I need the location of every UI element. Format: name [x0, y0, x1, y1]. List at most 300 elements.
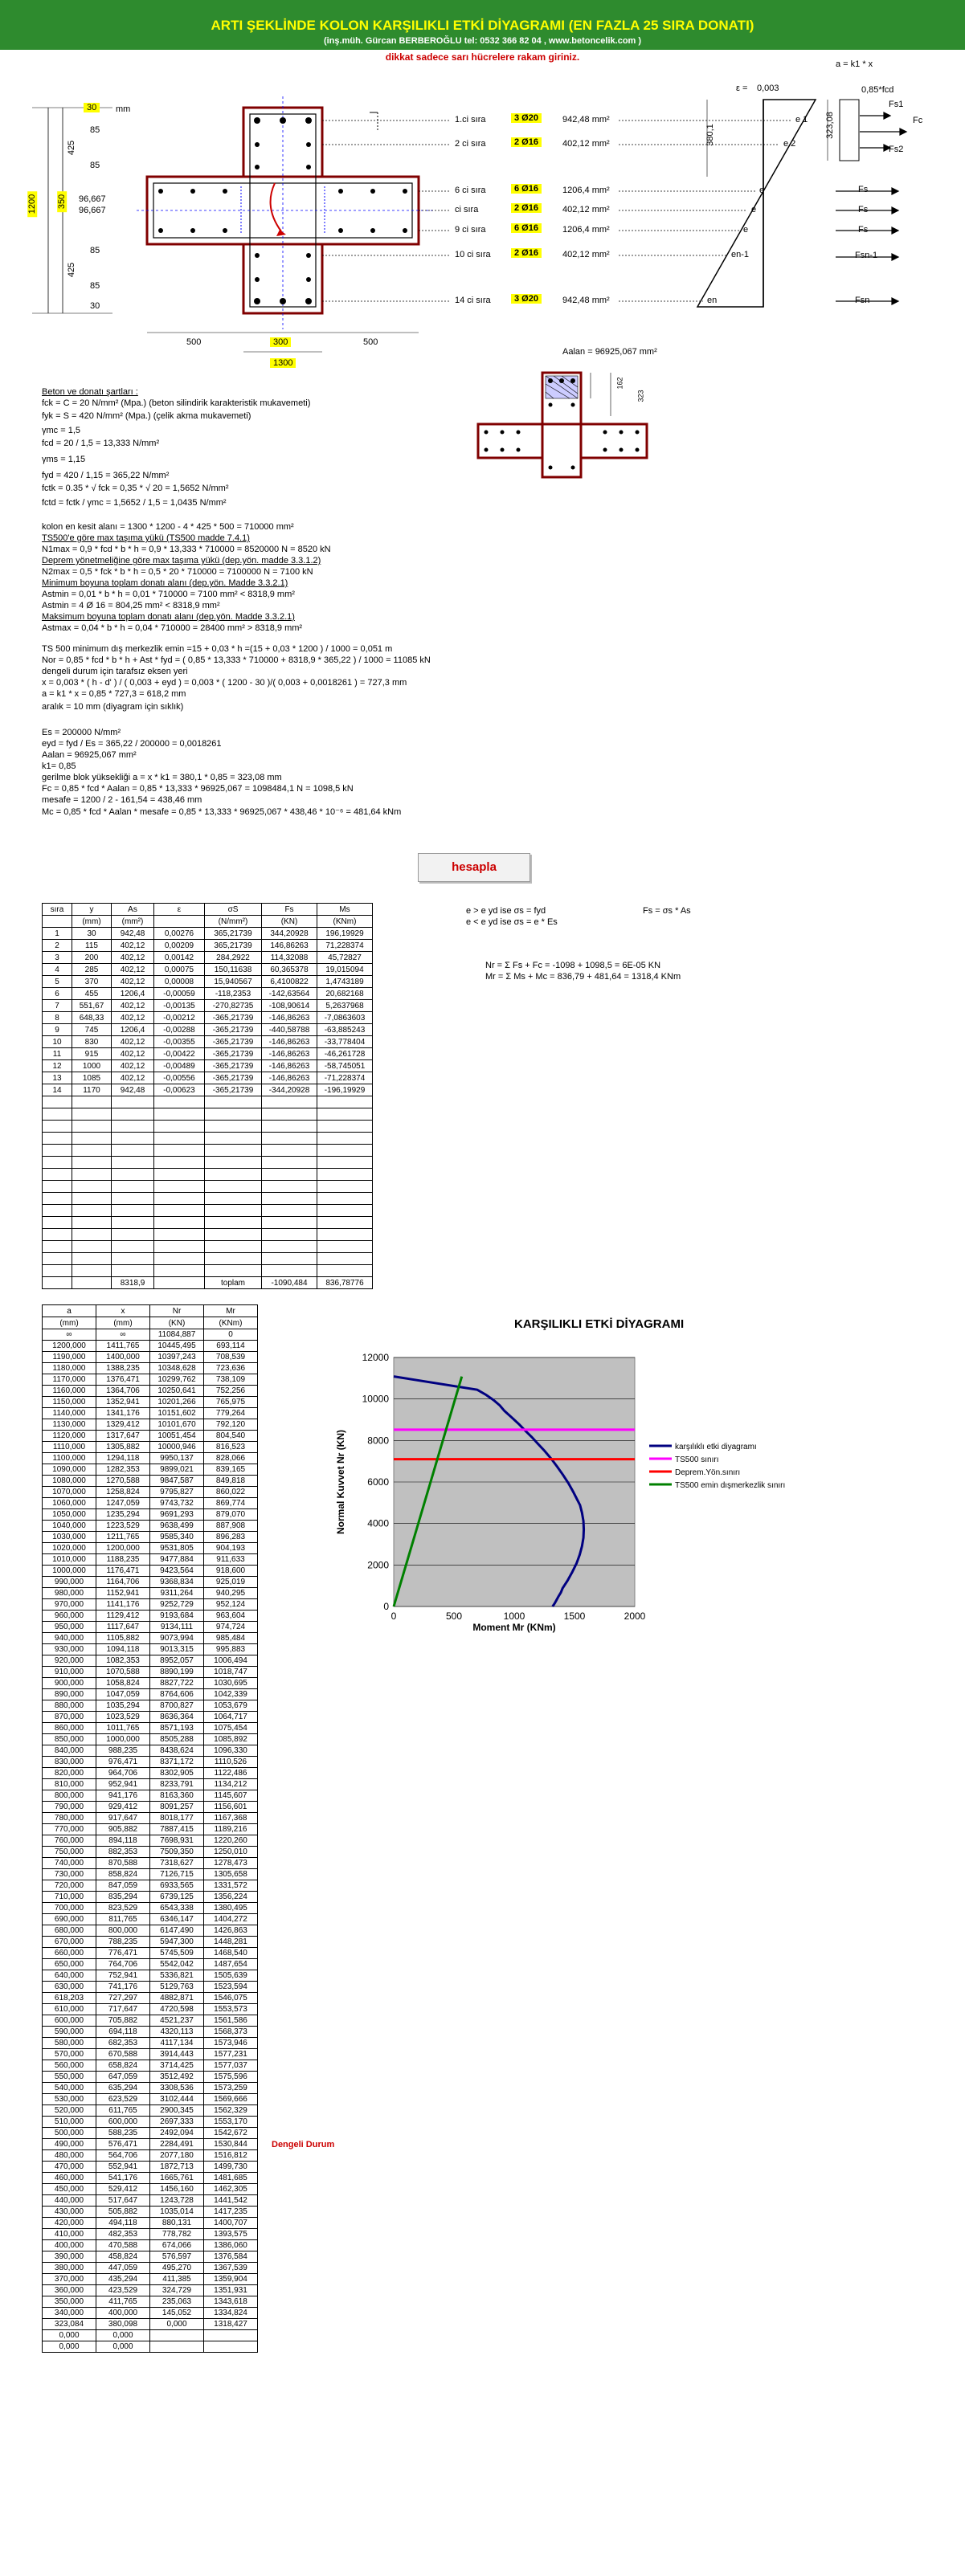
table-cell: 6739,125	[150, 1892, 204, 1903]
material-line[interactable]: γmc = 1,5	[42, 426, 80, 435]
row-name: 1.ci sıra	[455, 115, 486, 125]
table-cell: 4320,113	[150, 2027, 204, 2038]
row-area: 402,12 mm²	[562, 250, 610, 259]
table-cell: 5745,509	[150, 1948, 204, 1959]
table-cell	[204, 2330, 258, 2341]
table-row	[43, 1464, 258, 1476]
strain-label: e 2	[783, 139, 796, 149]
table-cell: 780,000	[43, 1813, 96, 1824]
table-cell: 887,908	[204, 1521, 258, 1532]
table-cell: 570,000	[43, 2049, 96, 2060]
table-cell: 988,235	[96, 1745, 150, 1757]
table-cell: -108,90614	[262, 1000, 317, 1012]
calc-line: a = k1 * x = 0,85 * 727,3 = 618,2 mm	[42, 689, 186, 699]
table-cell	[317, 1253, 373, 1265]
table-cell: 323,084	[43, 2319, 96, 2330]
table-cell	[72, 1096, 112, 1108]
table-cell	[205, 1217, 262, 1229]
dim-label: 96,667	[79, 194, 106, 204]
table-cell: 1575,596	[204, 2072, 258, 2083]
table-cell: 839,165	[204, 1464, 258, 1476]
table-cell: 870,588	[96, 1858, 150, 1869]
row-area: 402,12 mm²	[562, 139, 610, 149]
table-cell: 764,706	[96, 1959, 150, 1970]
table-cell: 344,20928	[262, 928, 317, 940]
calc-line: kolon en kesit alanı = 1300 * 1200 - 4 * 425 * 500 = 710000 mm²	[42, 522, 294, 532]
table-cell: 1317,647	[96, 1431, 150, 1442]
table-cell: -33,778404	[317, 1036, 373, 1048]
table-cell	[262, 1145, 317, 1157]
table-cell: 145,052	[150, 2308, 204, 2319]
table-row	[43, 1181, 373, 1193]
table-cell	[154, 1108, 205, 1121]
x-tick-label: 1500	[563, 1611, 586, 1622]
total-cell	[43, 1277, 72, 1289]
table-cell: 10201,266	[150, 1397, 204, 1408]
table-cell: 1516,812	[204, 2150, 258, 2162]
dim-label: 425	[67, 262, 77, 278]
table-cell: 1120,000	[43, 1431, 96, 1442]
table-cell: 435,294	[96, 2274, 150, 2285]
table-cell: 670,588	[96, 2049, 150, 2060]
calc-line: x = 0,003 * ( h - d' ) / ( 0,003 + eyd ) = 0,003 * ( 1200 - 30 )/( 0,003 + 0,0018261 ) = 727,3 mm	[42, 678, 407, 688]
table-cell: 8505,288	[150, 1734, 204, 1745]
table-cell: 517,647	[96, 2195, 150, 2207]
table-cell: 430,000	[43, 2207, 96, 2218]
table-cell: 1331,572	[204, 1880, 258, 1892]
table-cell: 1085	[72, 1072, 112, 1084]
table-cell	[72, 1229, 112, 1241]
table-cell	[150, 2341, 204, 2353]
table-cell: 1481,685	[204, 2173, 258, 2184]
table-cell: 0,00276	[154, 928, 205, 940]
table-cell: 682,353	[96, 2038, 150, 2049]
calc-line: Nor = 0,85 * fcd * b * h + Ast * fyd = ( 0,85 * 13,333 * 710000 + 8318,9 * 365,22 ) / 1000 = 11085 kN	[42, 655, 431, 665]
table-cell: 1441,542	[204, 2195, 258, 2207]
table-cell: 610,000	[43, 2004, 96, 2015]
table-cell: 3308,536	[150, 2083, 204, 2094]
table-row	[43, 2139, 258, 2150]
table-cell: 8091,257	[150, 1802, 204, 1813]
table-cell	[112, 1253, 154, 1265]
table-cell: 1105,882	[96, 1633, 150, 1644]
force-label: Fs	[858, 225, 869, 235]
x-tick-label: 0	[390, 1611, 397, 1622]
table-cell: 1569,666	[204, 2094, 258, 2105]
table-cell: 1129,412	[96, 1611, 150, 1622]
table-cell: 410,000	[43, 2229, 96, 2240]
table-row	[43, 2038, 258, 2049]
table-cell	[205, 1145, 262, 1157]
table-cell: 1356,224	[204, 1892, 258, 1903]
table-cell	[112, 1193, 154, 1205]
legend-label: TS500 sınırı	[675, 1455, 719, 1464]
row-bars-input[interactable]: 6 Ø16	[511, 223, 542, 233]
table-row	[43, 1352, 258, 1363]
table-cell: 10397,243	[150, 1352, 204, 1363]
table-cell	[262, 1253, 317, 1265]
column-header: a	[43, 1305, 96, 1317]
material-line: fyd = 420 / 1,15 = 365,22 N/mm²	[42, 471, 170, 480]
row-bars-input[interactable]: 2 Ø16	[511, 248, 542, 258]
table-cell: 985,484	[204, 1633, 258, 1644]
table-cell: 9	[43, 1024, 72, 1036]
table-row	[43, 1577, 258, 1588]
table-cell	[72, 1193, 112, 1205]
table-row	[43, 1229, 373, 1241]
strain-label: en-1	[731, 250, 750, 259]
table-cell: 15,940567	[205, 976, 262, 988]
table-cell: 1011,765	[96, 1723, 150, 1734]
dim-label: 85	[90, 161, 100, 170]
table-cell: 810,000	[43, 1779, 96, 1790]
table-cell: 402,12	[112, 1012, 154, 1024]
table-cell: 495,270	[150, 2263, 204, 2274]
table-cell	[43, 1121, 72, 1133]
table-cell	[317, 1121, 373, 1133]
table-cell: 411,765	[96, 2296, 150, 2308]
table-row	[43, 2105, 258, 2117]
table-cell	[205, 1121, 262, 1133]
page-title: ARTI ŞEKLİNDE KOLON KARŞILIKLI ETKİ DİYAGRAMI (EN FAZLA 25 SIRA DONATI)	[211, 18, 754, 33]
table-cell: 700,000	[43, 1903, 96, 1914]
table-row	[43, 1253, 373, 1265]
table-row	[43, 2049, 258, 2060]
table-row	[43, 2060, 258, 2072]
table-cell: 738,109	[204, 1374, 258, 1386]
table-row	[43, 1734, 258, 1745]
table-row	[43, 1096, 373, 1108]
table-cell: 835,294	[96, 1892, 150, 1903]
table-row	[43, 2083, 258, 2094]
table-row	[43, 1397, 258, 1408]
table-cell	[317, 1181, 373, 1193]
column-unit: (mm)	[72, 916, 112, 928]
row-bars-input[interactable]: 3 Ø20	[511, 113, 542, 123]
row-bars-input[interactable]: 2 Ø16	[511, 203, 542, 213]
calc-line: N2max = 0,5 * fck * b * h = 0,5 * 20 * 710000 = 7100000 N = 7100 kN	[42, 567, 313, 577]
table-cell: 942,48	[112, 928, 154, 940]
calc-line[interactable]: aralık = 10 mm (diyagram için sıklık)	[42, 702, 184, 712]
column-header: σS	[205, 904, 262, 916]
dim-total-width[interactable]: 1300	[270, 358, 296, 368]
force-label: Fsn	[855, 296, 870, 305]
table-row	[43, 1779, 258, 1790]
legend-label: TS500 emin dışmerkezlik sınırı	[675, 1481, 786, 1490]
table-row	[43, 1835, 258, 1847]
table-row	[43, 1108, 373, 1121]
table-cell: 360,000	[43, 2285, 96, 2296]
table-cell: 0,000	[43, 2341, 96, 2353]
table-cell: 995,883	[204, 1644, 258, 1655]
table-cell: 1164,706	[96, 1577, 150, 1588]
rule-line: Fs = σs * As	[643, 906, 691, 916]
table-cell: 12	[43, 1060, 72, 1072]
table-cell: -146,86263	[262, 1036, 317, 1048]
table-row	[43, 1217, 373, 1229]
interaction-chart	[305, 1349, 948, 1647]
table-cell: ∞	[43, 1329, 96, 1341]
table-cell: 1080,000	[43, 1476, 96, 1487]
table-cell: 1117,647	[96, 1622, 150, 1633]
table-cell: 235,063	[150, 2296, 204, 2308]
table-cell: -440,58788	[262, 1024, 317, 1036]
table-cell: 929,412	[96, 1802, 150, 1813]
table-row	[43, 1768, 258, 1779]
table-row	[43, 1543, 258, 1554]
table-cell: 942,48	[112, 1084, 154, 1096]
calc-line: N1max = 0,9 * fcd * b * h = 0,9 * 13,333 * 710000 = 8520000 N = 8520 kN	[42, 545, 331, 554]
table-cell	[317, 1205, 373, 1217]
table-cell: 11084,887	[150, 1329, 204, 1341]
table-cell: -365,21739	[205, 1024, 262, 1036]
calculation-block	[42, 522, 926, 859]
table-cell: 10151,602	[150, 1408, 204, 1419]
table-cell: 1170	[72, 1084, 112, 1096]
table-cell: 324,729	[150, 2285, 204, 2296]
table-cell: 940,000	[43, 1633, 96, 1644]
table-row	[43, 1700, 258, 1712]
table-cell: 447,059	[96, 2263, 150, 2274]
table-cell	[205, 1181, 262, 1193]
table-cell	[154, 1157, 205, 1169]
table-cell: 5	[43, 976, 72, 988]
table-cell: 1110,526	[204, 1757, 258, 1768]
table-cell: 894,118	[96, 1835, 150, 1847]
table-cell: 150,11638	[205, 964, 262, 976]
table-row	[43, 1566, 258, 1577]
compression-zone-sketch	[470, 368, 663, 488]
table-cell: -63,885243	[317, 1024, 373, 1036]
table-row	[43, 952, 373, 964]
row-area: 1206,4 mm²	[562, 225, 610, 235]
table-cell	[43, 1193, 72, 1205]
table-cell: 20,682168	[317, 988, 373, 1000]
table-cell: -0,00212	[154, 1012, 205, 1024]
column-header: Nr	[150, 1305, 204, 1317]
table-row	[43, 1121, 373, 1133]
row-bars-input[interactable]: 3 Ø20	[511, 294, 542, 304]
table-cell: 510,000	[43, 2117, 96, 2128]
table-cell: 930,000	[43, 1644, 96, 1655]
fc-label: Fc	[913, 116, 923, 125]
table-row	[43, 1036, 373, 1048]
table-cell: -0,00288	[154, 1024, 205, 1036]
table-cell: -0,00135	[154, 1000, 205, 1012]
table-cell: 8233,791	[150, 1779, 204, 1790]
calc-line: mesafe = 1200 / 2 - 161,54 = 438,46 mm	[42, 795, 202, 805]
table-cell: -196,19929	[317, 1084, 373, 1096]
table-row	[43, 2308, 258, 2319]
table-cell: 910,000	[43, 1667, 96, 1678]
calc-line: Maksimum boyuna toplam donatı alanı (dep.yön. Madde 3.3.2.1)	[42, 612, 295, 622]
dim-web-width[interactable]: 300	[270, 337, 291, 347]
table-cell: 900,000	[43, 1678, 96, 1689]
table-cell: 950,000	[43, 1622, 96, 1633]
table-cell: 694,118	[96, 2027, 150, 2038]
table-row	[43, 1241, 373, 1253]
table-cell: 708,539	[204, 1352, 258, 1363]
table-cell: 1250,010	[204, 1847, 258, 1858]
calc-line: eyd = fyd / Es = 365,22 / 200000 = 0,0018261	[42, 739, 222, 749]
column-unit: (KN)	[262, 916, 317, 928]
table-cell: 450,000	[43, 2184, 96, 2195]
table-cell: 911,633	[204, 1554, 258, 1566]
table-cell: 1562,329	[204, 2105, 258, 2117]
table-cell: 10101,670	[150, 1419, 204, 1431]
column-unit: (mm)	[43, 1317, 96, 1329]
table-cell: 1376,471	[96, 1374, 150, 1386]
table-row	[43, 2341, 258, 2353]
table-cell: 19,015094	[317, 964, 373, 976]
table-row	[43, 1012, 373, 1024]
table-cell: 8700,827	[150, 1700, 204, 1712]
table-cell: 1188,235	[96, 1554, 150, 1566]
table-cell	[154, 1253, 205, 1265]
row-area: 942,48 mm²	[562, 115, 610, 125]
table-cell: 6346,147	[150, 1914, 204, 1925]
table-cell	[262, 1133, 317, 1145]
x-axis-label: Moment Mr (KNm)	[472, 1622, 556, 1633]
calc-line: TS500'e göre max taşıma yükü (TS500 madde 7.4.1)	[42, 533, 250, 543]
table-cell: 460,000	[43, 2173, 96, 2184]
calc-line: Astmax = 0,04 * b * h = 0,04 * 710000 = 28400 mm² > 8318,9 mm²	[42, 623, 303, 633]
table-cell: -0,00623	[154, 1084, 205, 1096]
table-cell: 402,12	[112, 1036, 154, 1048]
table-cell: 7509,350	[150, 1847, 204, 1858]
table-cell: 9847,587	[150, 1476, 204, 1487]
table-row	[43, 1024, 373, 1036]
table-cell: 0,00142	[154, 952, 205, 964]
table-cell: 1359,904	[204, 2274, 258, 2285]
table-cell: 1352,941	[96, 1397, 150, 1408]
table-row	[43, 1169, 373, 1181]
table-cell: 10250,641	[150, 1386, 204, 1397]
table-row	[43, 1363, 258, 1374]
dim-label: 85	[90, 125, 100, 135]
table-row	[43, 1048, 373, 1060]
material-line[interactable]: γms = 1,15	[42, 455, 86, 464]
table-cell	[112, 1205, 154, 1217]
table-row	[43, 1937, 258, 1948]
table-row	[43, 1265, 373, 1277]
table-cell: 400,000	[43, 2240, 96, 2251]
table-row	[43, 2229, 258, 2240]
table-cell	[317, 1229, 373, 1241]
table-row	[43, 2274, 258, 2285]
table-row	[43, 1453, 258, 1464]
table-cell: 1206,4	[112, 1024, 154, 1036]
y-tick-label: 0	[383, 1601, 389, 1612]
table-cell: 115	[72, 940, 112, 952]
material-line[interactable]: fck = C = 20 N/mm² (Mpa.) (beton silindirik karakteristik mukavemeti)	[42, 398, 311, 408]
table-cell: -365,21739	[205, 1084, 262, 1096]
table-row	[43, 1689, 258, 1700]
table-cell: 905,882	[96, 1824, 150, 1835]
calc-line: Deprem yönetmeliğine göre max taşıma yükü (dep.yön. madde 3.3.1.2)	[42, 556, 321, 565]
table-row	[43, 1723, 258, 1734]
table-cell: 2900,345	[150, 2105, 204, 2117]
table-row	[43, 1667, 258, 1678]
table-cell	[262, 1108, 317, 1121]
table-cell: 1094,118	[96, 1644, 150, 1655]
table-cell: 648,33	[72, 1012, 112, 1024]
table-cell: -146,86263	[262, 1012, 317, 1024]
table-row	[43, 1745, 258, 1757]
table-cell: 590,000	[43, 2027, 96, 2038]
table-cell: 850,000	[43, 1734, 96, 1745]
table-cell	[317, 1265, 373, 1277]
table-cell: 1341,176	[96, 1408, 150, 1419]
table-cell: 618,203	[43, 1993, 96, 2004]
table-cell	[205, 1253, 262, 1265]
y-tick-label: 10000	[362, 1393, 389, 1405]
table-cell: 647,059	[96, 2072, 150, 2083]
table-cell	[43, 1217, 72, 1229]
table-cell: 1243,728	[150, 2195, 204, 2207]
table-cell: 1376,584	[204, 2251, 258, 2263]
hesapla-button[interactable]: hesapla	[418, 853, 530, 882]
table-row	[43, 2296, 258, 2308]
dim-top-cover[interactable]: 30	[84, 103, 100, 112]
column-header: Mr	[204, 1305, 258, 1317]
table-cell	[204, 2341, 258, 2353]
table-row	[43, 1633, 258, 1644]
table-cell: 6543,338	[150, 1903, 204, 1914]
table-cell: 0,000	[43, 2330, 96, 2341]
table-cell: 1170,000	[43, 1374, 96, 1386]
table-cell: 1176,471	[96, 1566, 150, 1577]
table-cell	[72, 1145, 112, 1157]
table-cell: 800,000	[43, 1790, 96, 1802]
table-cell: 8571,193	[150, 1723, 204, 1734]
column-unit: (mm²)	[112, 916, 154, 928]
table-cell	[317, 1217, 373, 1229]
row-bars-input[interactable]: 6 Ø16	[511, 184, 542, 194]
dim-web-height[interactable]: 350	[57, 191, 67, 212]
table-cell: 5542,042	[150, 1959, 204, 1970]
table-cell	[154, 1096, 205, 1108]
table-row	[43, 2263, 258, 2274]
table-cell: 520,000	[43, 2105, 96, 2117]
material-line[interactable]: fyk = S = 420 N/mm² (Mpa.) (çelik akma mukavemeti)	[42, 411, 251, 421]
rule-line: e < e yd ise σs = e * Es	[466, 917, 558, 927]
table-cell: 402,12	[112, 1048, 154, 1060]
table-cell: 896,283	[204, 1532, 258, 1543]
table-cell: 1047,059	[96, 1689, 150, 1700]
table-cell	[154, 1133, 205, 1145]
table-cell: 600,000	[43, 2015, 96, 2027]
table-cell: 600,000	[96, 2117, 150, 2128]
table-cell	[112, 1121, 154, 1133]
table-cell	[43, 1096, 72, 1108]
table-row	[43, 1892, 258, 1903]
table-cell: 482,353	[96, 2229, 150, 2240]
table-cell	[43, 1229, 72, 1241]
table-cell: 8018,177	[150, 1813, 204, 1824]
table-row	[43, 1611, 258, 1622]
table-cell: 1140,000	[43, 1408, 96, 1419]
row-name: 6 ci sıra	[455, 186, 486, 195]
row-bars-input[interactable]: 2 Ø16	[511, 137, 542, 147]
dim-label: 425	[67, 140, 77, 156]
dim-total-height[interactable]: 1200	[27, 191, 37, 217]
row-results-table-wrap	[42, 903, 373, 1289]
row-name: ci sıra	[455, 205, 479, 214]
table-cell: 1665,761	[150, 2173, 204, 2184]
table-cell: 674,066	[150, 2240, 204, 2251]
table-cell: 660,000	[43, 1948, 96, 1959]
